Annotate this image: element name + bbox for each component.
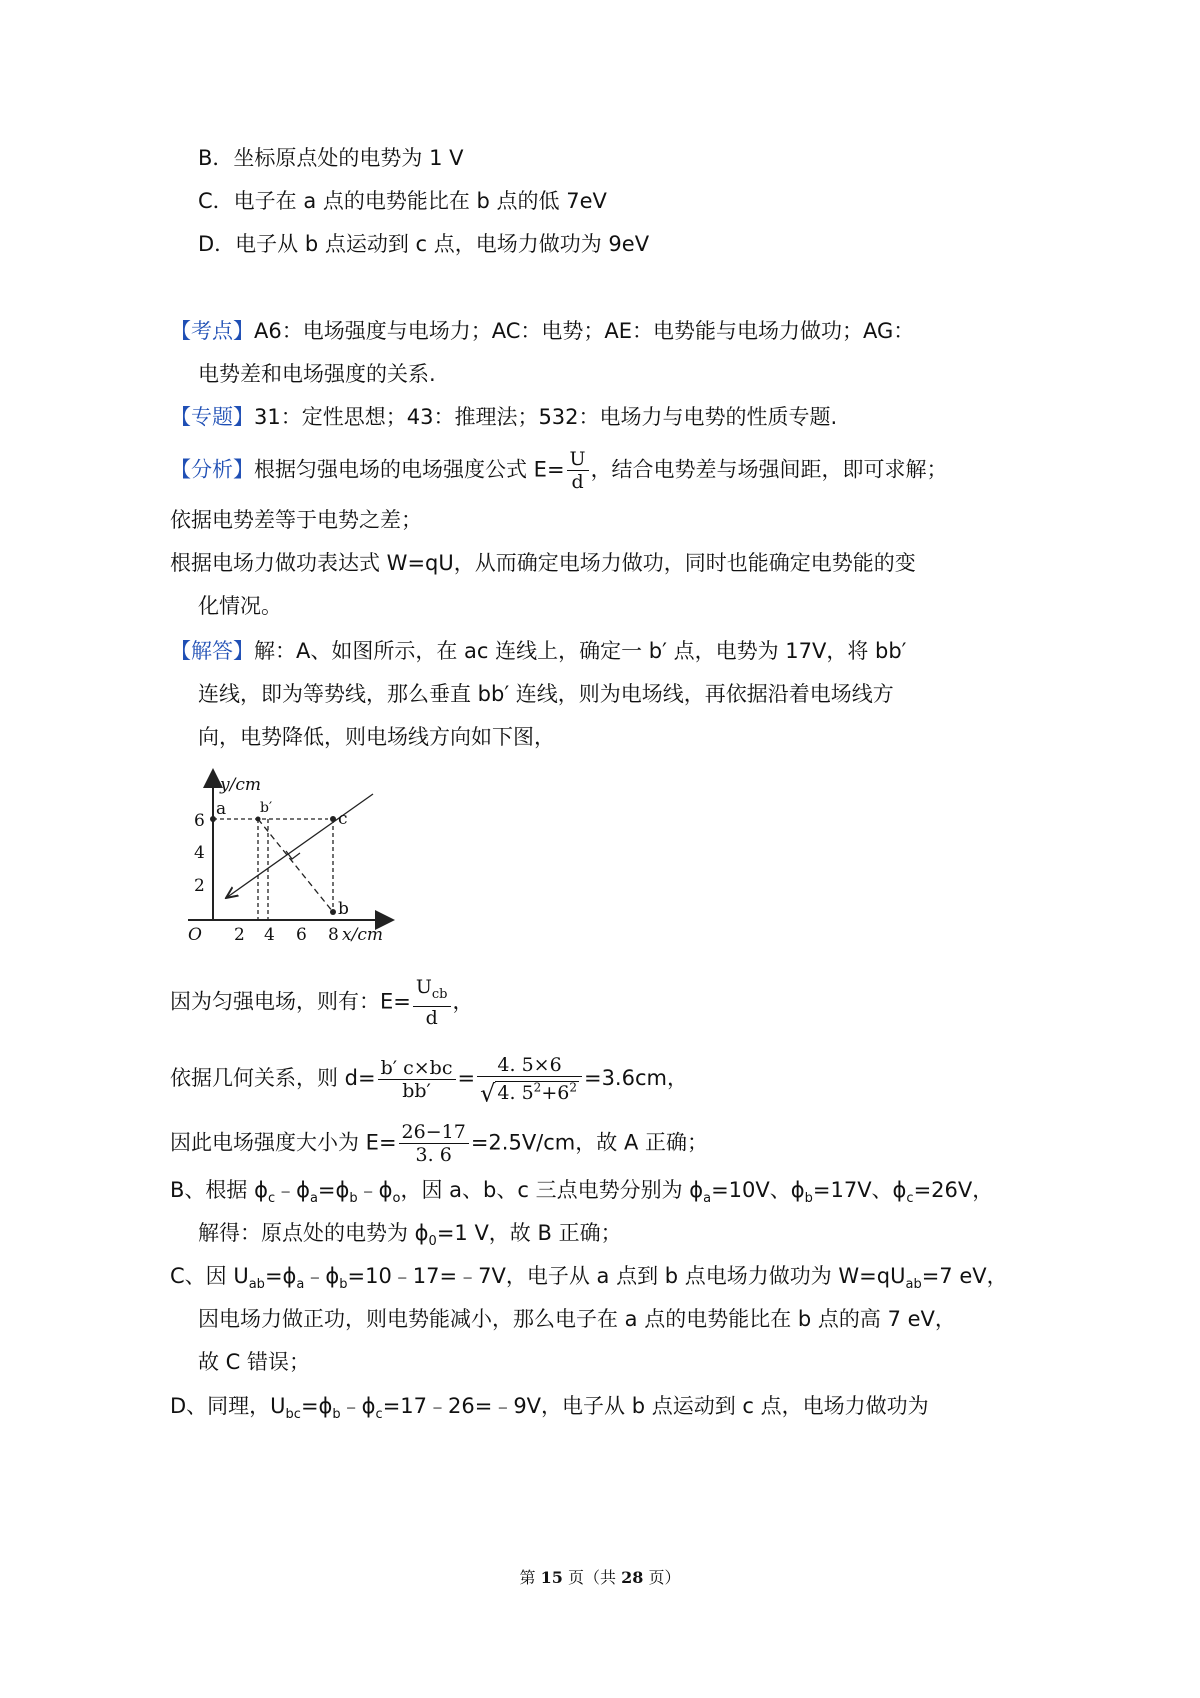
fenxi-prefix: 根据匀强电场的电场强度公式 E=	[254, 457, 565, 482]
equation-3	[170, 1121, 708, 1166]
eq2-den2-a: 4. 5	[497, 1082, 534, 1105]
page-total: 28	[621, 1568, 644, 1587]
pc-d: =10﹣17=﹣7V，电子从 a 点到 b 点电场力做功为 W=qU	[347, 1264, 906, 1288]
jieda-line3: 向，电势降低，则电场线方向如下图，	[198, 725, 555, 749]
eq2-equals: =	[457, 1066, 476, 1091]
pb-l2b: =1 V，故 B 正确；	[436, 1221, 622, 1245]
pb-d: ﹣ϕ	[357, 1178, 393, 1202]
pd-sub-bc: bc	[285, 1407, 301, 1423]
right-angle-mark	[286, 851, 300, 859]
footer-b: 页（共	[562, 1568, 622, 1587]
eq2-den2	[477, 1077, 582, 1108]
kaodian-text1: A6：电场强度与电场力；AC：电势；AE：电势能与电场力做功；AG：	[254, 319, 915, 343]
eq2-suffix: =3.6cm，	[583, 1066, 688, 1091]
eq2-exp1: 2	[533, 1081, 542, 1095]
pd-sub-b: b	[332, 1407, 341, 1423]
pb-b: ﹣ϕ	[275, 1178, 310, 1202]
fenxi-line2: 依据电势差等于电势之差；	[170, 508, 422, 532]
fraction-e-value	[399, 1121, 469, 1166]
pd-b: =ϕ	[300, 1394, 333, 1418]
part-c-line3: 故 C 错误；	[198, 1350, 311, 1374]
dashed-line-bprime-b	[258, 819, 333, 912]
y-tick-6: 6	[194, 811, 205, 831]
pc-c: ﹣ϕ	[304, 1264, 340, 1288]
zhuanti-tag: 【专题】	[170, 405, 254, 429]
origin-label: O	[188, 925, 202, 945]
point-bprime	[256, 817, 261, 822]
label-point-b: b	[338, 899, 349, 919]
pb-l2a: 解得：原点处的电势为 ϕ	[198, 1221, 429, 1245]
pb-sub-c: c	[267, 1191, 276, 1207]
pc-sub-ab2: ab	[905, 1277, 922, 1293]
fraction-d-numeric	[477, 1054, 582, 1108]
fraction-ucb-over-d	[413, 976, 451, 1029]
x-axis-label: x/cm	[342, 925, 383, 945]
option-b: B．坐标原点处的电势为 1 V	[198, 146, 464, 170]
jieda-tag: 【解答】	[170, 639, 254, 663]
part-c-line2: 因电场力做正功，则电势能减小，那么电子在 a 点的电势能比在 b 点的高 7 eV，	[198, 1307, 956, 1331]
pb-sub-b: b	[349, 1191, 358, 1207]
eq1-suffix: ，	[452, 989, 474, 1014]
part-b-line2	[198, 1218, 622, 1257]
y-tick-2: 2	[194, 876, 205, 896]
equation-1	[170, 976, 474, 1029]
zhuanti-text: 31：定性思想；43：推理法；532：电场力与电势的性质专题.	[254, 405, 838, 429]
part-c-line1	[170, 1261, 1008, 1300]
x-tick-2: 2	[234, 925, 245, 945]
eq2-den2-b: +6	[541, 1082, 570, 1105]
pc-sub-a: a	[296, 1277, 305, 1293]
eq2-prefix: 依据几何关系，则 d=	[170, 1066, 376, 1091]
kaodian-line2: 电势差和电场强度的关系.	[198, 362, 436, 386]
x-tick-4: 4	[264, 925, 275, 945]
option-d: D．电子从 b 点运动到 c 点，电场力做功为 9eV	[198, 232, 650, 256]
frac-num: U	[567, 448, 589, 471]
eq2-den1: bb′	[402, 1079, 431, 1102]
pc-a: C、因 U	[170, 1264, 249, 1288]
point-a	[210, 816, 216, 822]
field-line-arrow	[226, 794, 373, 898]
label-point-c: c	[338, 809, 348, 829]
eq1-num	[413, 976, 451, 1007]
y-axis-label: y/cm	[220, 775, 261, 795]
pb-e: ，因 a、b、c 三点电势分别为 ϕ	[400, 1178, 704, 1202]
label-point-a: a	[216, 799, 227, 819]
sqrt-radicand	[495, 1081, 579, 1104]
pb-a: B、根据 ϕ	[170, 1178, 268, 1202]
pb-sub-a2: a	[703, 1191, 712, 1207]
sqrt-expression	[480, 1077, 579, 1108]
pb-g: =17V、ϕ	[812, 1178, 907, 1202]
pd-d: =17﹣26=﹣9V，电子从 b 点运动到 c 点，电场力做功为	[382, 1394, 929, 1418]
pb-sub-o: o	[392, 1191, 401, 1207]
pb-sub-a: a	[309, 1191, 318, 1207]
eq3-den: 3. 6	[415, 1144, 452, 1166]
option-c: C．电子在 a 点的电势能比在 b 点的低 7eV	[198, 189, 607, 213]
fraction-u-over-d	[567, 448, 589, 493]
pb-sub-c2: c	[906, 1191, 914, 1207]
frac-den: d	[571, 471, 584, 493]
sqrt-sign-icon: √	[480, 1079, 496, 1108]
part-b-line1	[170, 1175, 993, 1214]
x-tick-8: 8	[328, 925, 339, 945]
kaodian-tag: 【考点】	[170, 319, 254, 343]
eq1-num-sub: cb	[431, 986, 448, 1002]
eq1-num-u: U	[415, 976, 432, 998]
pd-sub-c: c	[375, 1407, 383, 1423]
fenxi-line3: 根据电场力做功表达式 W=qU，从而确定电场力做功，同时也能确定电势能的变	[170, 551, 916, 575]
jieda-line1	[170, 636, 906, 666]
x-tick-6: 6	[296, 925, 307, 945]
pb-l2sub: 0	[428, 1234, 437, 1250]
pb-h: =26V，	[913, 1178, 994, 1202]
pd-a: D、同理，U	[170, 1394, 286, 1418]
jieda-line2: 连线，即为等势线，那么垂直 bb′ 连线，则为电场线，再依据沿着电场线方	[198, 682, 894, 706]
pd-c: ﹣ϕ	[340, 1394, 376, 1418]
pc-e: =7 eV，	[921, 1264, 1008, 1288]
footer-a: 第	[519, 1568, 541, 1587]
part-d-line1	[170, 1391, 929, 1430]
kaodian-line1	[170, 316, 914, 346]
zhuanti-line	[170, 402, 837, 432]
pc-sub-b: b	[339, 1277, 348, 1293]
fenxi-tag: 【分析】	[170, 457, 254, 482]
fenxi-suffix: ，结合电势差与场强间距，即可求解；	[590, 457, 948, 482]
pb-sub-b2: b	[804, 1191, 813, 1207]
fraction-d-geometry	[378, 1057, 456, 1102]
eq2-exp2: 2	[569, 1081, 577, 1095]
equation-2	[170, 1054, 688, 1108]
page-number: 15	[540, 1568, 563, 1587]
eq3-num: 26−17	[399, 1121, 469, 1144]
pb-f: =10V、ϕ	[711, 1178, 805, 1202]
field-diagram	[188, 768, 418, 954]
eq2-num1: b′ c×bc	[378, 1057, 456, 1080]
label-point-bprime: b′	[260, 800, 273, 816]
eq3-prefix: 因此电场强度大小为 E=	[170, 1130, 397, 1155]
eq3-suffix: =2.5V/cm，故 A 正确；	[470, 1130, 708, 1155]
point-c	[330, 816, 336, 822]
pc-sub-ab: ab	[248, 1277, 265, 1293]
point-b	[330, 909, 336, 915]
footer-c: 页）	[643, 1568, 681, 1587]
eq1-prefix: 因为匀强电场，则有：E=	[170, 989, 411, 1014]
fenxi-line1	[170, 448, 948, 493]
page-footer	[0, 1565, 1200, 1588]
eq2-num2: 4. 5×6	[477, 1054, 582, 1077]
fenxi-line4: 化情况。	[198, 594, 282, 618]
y-tick-4: 4	[194, 843, 205, 863]
eq1-den: d	[425, 1006, 438, 1029]
pb-c: =ϕ	[317, 1178, 350, 1202]
pc-b: =ϕ	[264, 1264, 297, 1288]
jieda-text1: 解：A、如图所示，在 ac 连线上，确定一 b′ 点，电势为 17V，将 bb′	[254, 639, 907, 663]
